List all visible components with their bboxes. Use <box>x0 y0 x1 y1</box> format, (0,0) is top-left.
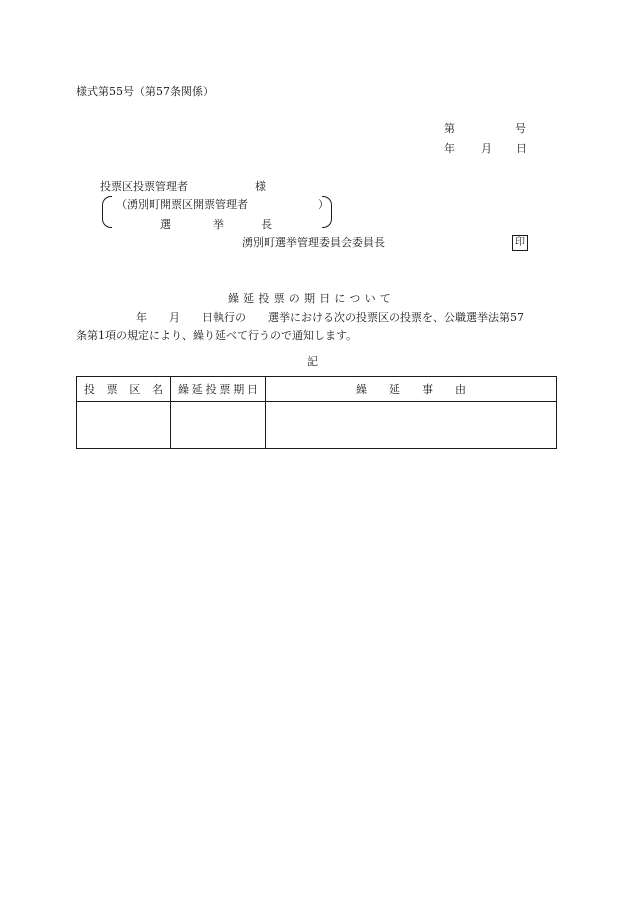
ki-heading: 記 <box>307 355 318 368</box>
form-number-label: 様式第55号（第57条関係） <box>76 85 214 98</box>
table-row <box>77 402 557 449</box>
table-cell <box>77 402 171 449</box>
table-header-row <box>77 377 557 402</box>
document-number-prefix: 第 <box>444 122 455 135</box>
addressee-honorific: 様 <box>255 180 266 193</box>
table-cell <box>171 402 266 449</box>
sender-name: 湧別町選挙管理委員会委員長 <box>242 236 385 249</box>
addressee-alt-title: （湧別町開票区開票管理者 <box>116 198 248 211</box>
body-text-line-1: 年 月 日執行の 選挙における次の投票区の投票を、公職選挙法第57 <box>136 311 524 324</box>
left-bracket <box>102 196 112 228</box>
date-year-label: 年 <box>444 142 455 155</box>
chair-char: 選 <box>160 218 171 231</box>
column-header: 投票区名 <box>77 377 171 402</box>
chair-title <box>160 219 272 230</box>
addressee-alt-close: ） <box>318 198 329 211</box>
column-header: 繰延投票期日 <box>171 377 266 402</box>
date-month-label: 月 <box>481 142 492 155</box>
table-cell <box>266 402 557 449</box>
seal-mark: 印 <box>512 235 528 251</box>
body-text-line-2: 条第1項の規定により、繰り延べて行うので通知します。 <box>76 329 358 342</box>
document-title: 繰延投票の期日について <box>228 292 395 305</box>
addressee-title: 投票区投票管理者 <box>100 180 188 193</box>
deferral-table <box>76 376 557 449</box>
chair-char: 挙 <box>213 218 224 231</box>
chair-char: 長 <box>261 218 272 231</box>
column-header: 繰 延 事 由 <box>266 377 557 402</box>
date-day-label: 日 <box>516 142 527 155</box>
document-number-suffix: 号 <box>515 122 526 135</box>
